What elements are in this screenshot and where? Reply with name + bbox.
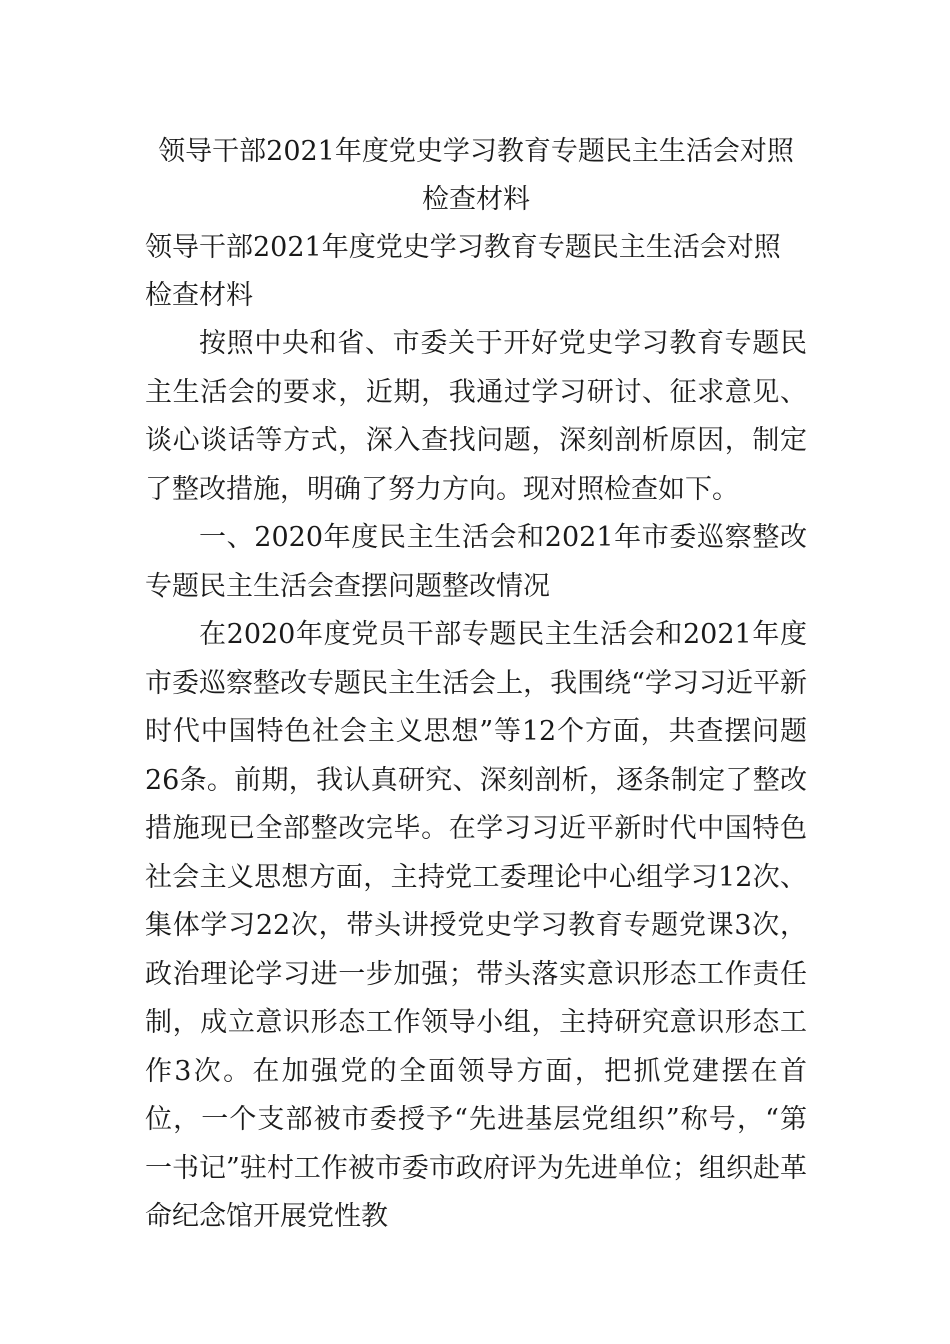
section-heading-1: 一、2020年度民主生活会和2021年市委巡察整改专题民主生活会查摆问题整改情况 <box>145 522 807 602</box>
intro-paragraph: 按照中央和省、市委关于开好党史学习教育专题民主生活会的要求，近期，我通过学习研讨、征求意见、谈心谈话等方式，深入查找问题，深刻剖析原因，制定了整改措施，明确了努力方向。现对照检查如下。 <box>145 328 807 505</box>
document-title: 领导干部2021年度党史学习教育专题民主生活会对照检查材料 <box>158 136 794 215</box>
document-subtitle: 领导干部2021年度党史学习教育专题民主生活会对照检查材料 <box>145 232 781 311</box>
document-page <box>145 128 807 1242</box>
body-paragraph: 在2020年度党员干部专题民主生活会和2021年度市委巡察整改专题民主生活会上，我围绕“学习习近平新时代中国特色社会主义思想”等12个方面，共查摆问题26条。前期，我认真研究、深刻剖析，逐条制定了整改措施现已全部整改完毕。在学习习近平新时代中国特色社会主义思想方面，主持党工委理论中心组学习12次、集体学习22次，带头讲授党史学习教育专题党课3次，政治理论学习进一步加强；带头落实意识形态工作责任制，成立意识形态工作领导小组，主持研究意识形态工作3次。在加强党的全面领导方面，把抓党建摆在首位，一个支部被市委授予“先进基层党组织”称号，“第一书记”驻村工作被市委市政府评为先进单位；组织赴革命纪念馆开展党性教 <box>145 619 807 1232</box>
